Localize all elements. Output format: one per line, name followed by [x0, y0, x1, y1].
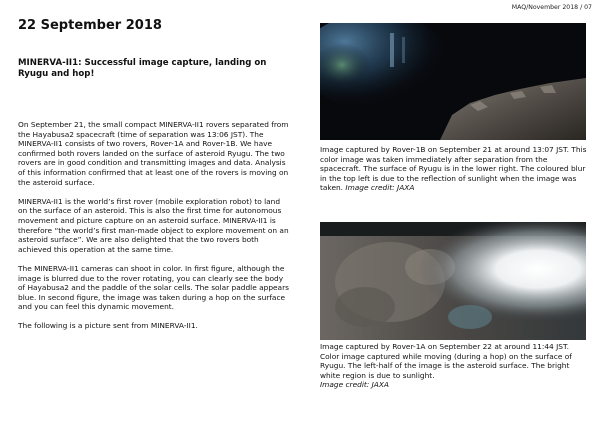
rover-1b-photo	[320, 23, 586, 140]
page-reference: MAQ/November 2018 / 07	[511, 4, 592, 11]
rover-1a-caption	[320, 342, 588, 390]
rover-1a-photo-graphic	[320, 222, 586, 340]
paragraph-3: The MINERVA-II1 cameras can shoot in color. In first figure, although the image is blurred due to the rover rotating, you can clearly see the body of Hayabusa2 and the paddle of the solar cells. The solar paddle appears blue. In second figure, the image was taken during a hop on the surface and you can feel this dynamic movement.	[18, 263, 289, 312]
paragraph-2: MINERVA-II1 is the world’s first rover (mobile exploration robot) to land on the surface of an asteroid. This is also the first time for autonomous movement and picture capture on an asteroid surface. MINERVA-II1 is therefore “the world’s first man-made object to explore movement on an asteroid surface”. We are also delighted that the two rovers both achieved this operation at the same time.	[18, 196, 289, 254]
rover-1b-caption	[320, 145, 588, 193]
rover-1b-caption-text: Image captured by Rover-1B on September 21 at around 13:07 JST. This color image was taken immediately after separation from the spacecraft. The surface of Ryugu is in the lower right. The coloured blur in the top left is due to the reflection of sunlight when the image was taken.	[320, 145, 587, 193]
paragraph-1: On September 21, the small compact MINERVA-II1 rovers separated from the Hayabusa2 spacecraft (time of separation was 13:06 JST). The MINERVA-II1 consists of two rovers, Rover-1A and Rover-1B. We have confirmed both rovers landed on the surface of asteroid Ryugu. The two rovers are in good condition and transmitting images and data. Analysis of this information confirmed that at least one of the rovers is moving on the asteroid surface.	[18, 120, 289, 187]
rover-1a-photo	[320, 222, 586, 340]
rover-1a-caption-text: Image captured by Rover-1A on September 22 at around 11:44 JST. Color image captured while moving (during a hop) on the surface of Ryugu. The left-half of the image is the asteroid surface. The bright white region is due to sunlight.	[320, 342, 572, 380]
rover-1a-credit: Image credit: JAXA	[320, 380, 389, 390]
page-date-heading: 22 September 2018	[18, 18, 162, 33]
article-body	[18, 58, 290, 341]
article-subtitle: MINERVA-II1: Successful image capture, landing on Ryugu and hop!	[18, 58, 267, 79]
paragraph-4: The following is a picture sent from MINERVA-II1.	[18, 321, 198, 331]
rover-1b-photo-graphic	[320, 23, 586, 140]
rover-1b-credit: Image credit: JAXA	[345, 183, 415, 193]
